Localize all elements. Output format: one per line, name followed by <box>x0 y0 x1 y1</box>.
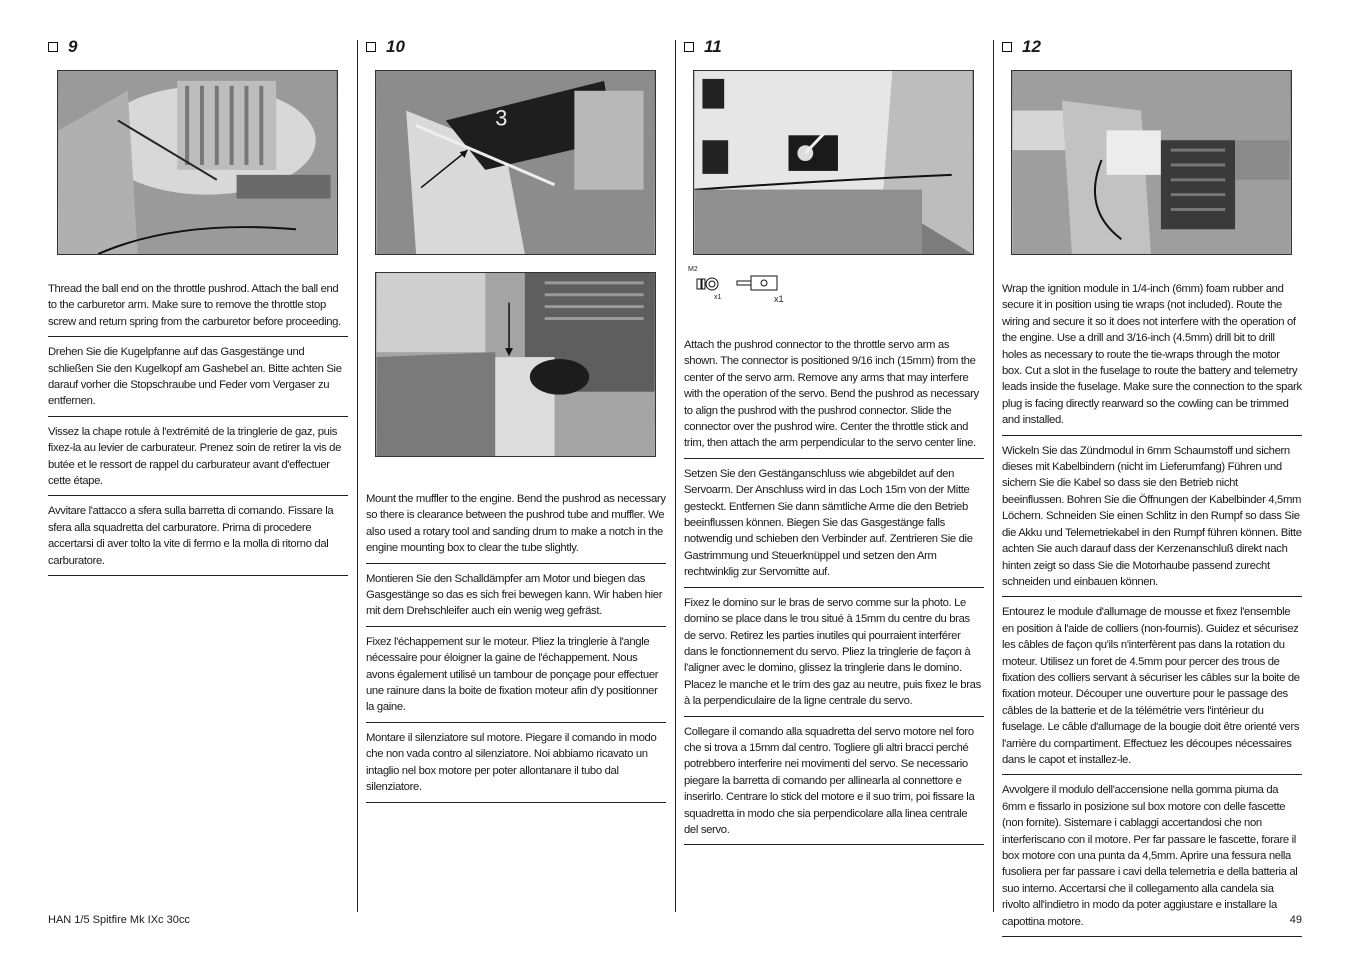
step-number: 11 <box>704 37 722 56</box>
checkbox-icon[interactable] <box>48 42 58 52</box>
nut-icon <box>696 276 720 292</box>
engine-carburetor-image <box>58 71 337 254</box>
muffler-mount-image <box>376 71 655 254</box>
step-number: 10 <box>386 37 405 56</box>
m2-label: M2 <box>688 266 698 273</box>
step-9-column <box>48 36 348 583</box>
checkbox-icon[interactable] <box>684 42 694 52</box>
parts-callout <box>688 266 808 306</box>
qty-connector: x1 <box>774 294 784 304</box>
step-10-column <box>366 36 666 810</box>
instruction-en: Attach the pushrod connector to the throttle servo arm as shown. The connector is positioned 9/16 inch (15mm) from the center of the servo arm. Remove any arms that may interfere with the operation of the servo. Bend the pushrod as necessary to align the pushrod with the pushrod connector. Slide the connector over the pushrod wire. Center the throttle stick and trim, then attach the arm perpendicular to the servo center line. <box>684 337 984 459</box>
column-divider <box>675 40 676 912</box>
column-divider <box>357 40 358 912</box>
step-11-header <box>684 36 984 58</box>
instruction-fr: Fixez le domino sur le bras de servo comme sur la photo. Le domino se place dans le trou situé à 15mm du centre du bras de servo. Retirez les parties inutiles qui pourraient interférer dans le fonctionnement du servo. Pliez la tringlerie de façon à l'aligner avec le domino, glissez la tringlerie dans le domino. Placez le manche et le trim des gaz au neutre, puis fixez le bras à la perpendiculaire de la ligne centrale du servo. <box>684 595 984 717</box>
instruction-de: Montieren Sie den Schalldämpfer am Motor und biegen das Gasgestänge so das es sich frei bewegen kann. Wir haben hier mit dem Drehschleifer auch ein wenig weg gefräst. <box>366 571 666 627</box>
step-10-header <box>366 36 666 58</box>
instruction-fr: Vissez la chape rotule à l'extrémité de la tringlerie de gaz, puis fixez-la au levier de carburateur. Prenez soin de retirer la vis de butée et le ressort de rappel du carburateur avant d'effectuer cette étape. <box>48 424 348 497</box>
instruction-de: Drehen Sie die Kugelpfanne auf das Gasgestänge und schließen Sie den Kugelkopf am Gashebel an. Bitte achten Sie darauf vorher die Stopschraube und Feder vom Vergaser zu entfernen. <box>48 344 348 417</box>
instruction-it: Avvolgere il modulo dell'accensione nella gomma piuma da 6mm e fissarlo in posizione sul box motore con delle fascette (non fornite). Sistemare i cablaggi accertandosi che non interferiscano con il motore. Per far passare le fascette, forare il box motore con una punta da 4,5mm. Aprire una fessura nella fusoliera per far passare i cavi della telemetria e della batteria al suo interno. Accertarsi che il collegamento alla candela sia rivolto all'indietro in modo da poter aggiustare e installare la capottina motore. <box>1002 782 1302 937</box>
checkbox-icon[interactable] <box>1002 42 1012 52</box>
instruction-de: Setzen Sie den Gestänganschluss wie abgebildet auf den Servoarm. Der Anschluss wird in das Loch 15m von der Mitte gesteckt. Entfernen Sie dann sämtliche Arme die den Betrieb beeinflussen können. Biegen Sie das Gasgestänge falls notwendig und schieben den Verbinder auf. Zentrieren Sie die Gastrimmung und Steuerknüppel und setzen den Arm rechtwinklig zur Servomitte auf. <box>684 466 984 588</box>
engine-box-notch-image <box>376 273 655 456</box>
instruction-fr: Fixez l'échappement sur le moteur. Pliez la tringlerie à l'angle nécessaire pour éloigner la gaine de l'échappement. Nous avons également utilisé un tambour de ponçage pour effectuer une rainure dans la boite de fixation moteur afin d'y positionner la gaine. <box>366 634 666 723</box>
step-number: 9 <box>68 37 78 56</box>
step-11-column <box>684 36 984 852</box>
step-number: 12 <box>1022 37 1041 56</box>
step-10-photo-a <box>375 70 656 255</box>
step-9-photo <box>57 70 338 255</box>
column-divider <box>993 40 994 912</box>
instruction-de: Wickeln Sie das Zündmodul in 6mm Schaumstoff und sichern dieses mit Kabelbindern (nicht im Lieferumfang) Führen und sichern Sie die Kabel so dass sie den Betrieb nicht beeinflussen. Bohren Sie die Öffnungen der Kabelbinder 4,5mm Löchern. Schneiden Sie einen Schlitz in den Rumpf so dass Sie die Akku und Telemetriekabel in den Rumpf führen können. Bitte achten Sie auch darauf dass der Kerzenanschluß direkt nach hinten zeigt so dass Sie die Motorhaube passend zurecht schneiden und einbauen können. <box>1002 443 1302 598</box>
page-number: 49 <box>1289 914 1302 926</box>
instruction-it: Avvitare l'attacco a sfera sulla barretta di comando. Fissare la sfera alla squadretta del carburatore. Prima di procedere accertarsi di aver tolto la vite di fermo e la molla di ritorno dal carburatore. <box>48 503 348 576</box>
step-12-header <box>1002 36 1302 58</box>
instruction-fr: Entourez le module d'allumage de mousse et fixez l'ensemble en position à l'aide de colliers (non-fournis). Guidez et sécurisez les câbles de façon qu'ils n'interfèrent pas dans la rotation du moteur. Utilisez un foret de 4.5mm pour percer des trous de fixation des colliers servant à sécuriser les câbles sur la boite de fixation moteur. Découper une ouverture pour le passage des câbles de la batterie et de la télémétrie vers l'intérieur du fuselage. Le câble d'allumage de la bougie doit être orienté vers l'arrière du compartiment. Effectuez les découpes nécessaires dans le capot et installez-le. <box>1002 604 1302 775</box>
instruction-en: Thread the ball end on the throttle pushrod. Attach the ball end to the carburetor arm. Make sure to remove the throttle stop screw and return spring from the carburetor before proceeding. <box>48 281 348 337</box>
step-9-header <box>48 36 348 58</box>
instruction-it: Montare il silenziatore sul motore. Piegare il comando in modo che non vada contro al silenziatore. Noi abbiamo ricavato un intaglio nel box motore per poter allontanare il tubo dal silenziatore. <box>366 730 666 803</box>
step-12-photo <box>1011 70 1292 255</box>
pushrod-connector-icon <box>736 274 782 292</box>
instruction-en: Wrap the ignition module in 1/4-inch (6mm) foam rubber and secure it in position using tie wraps (not included). Route the wiring and secure it so it does not interfere with the operation of the engine. Use a drill and 3/16-inch (4.5mm) drill bit to drill holes as necessary to route the tie-wraps through the motor box. Cut a slot in the fuselage to route the battery and telemetry leads inside the fuselage. Make sure the connection to the spark plug is facing directly rearward so the cowling can be trimmed and installed. <box>1002 281 1302 436</box>
step-12-column <box>1002 36 1302 944</box>
ignition-module-image <box>1012 71 1291 254</box>
qty-nut: x1 <box>714 294 722 301</box>
servo-tray-image <box>694 71 973 254</box>
step-11-photo <box>693 70 974 255</box>
svg-text:3: 3 <box>495 105 508 131</box>
instruction-en: Mount the muffler to the engine. Bend the pushrod as necessary so there is clearance between the pushrod tube and muffler. We also used a rotary tool and sanding drum to make a notch in the engine mounting box to clear the tube slightly. <box>366 491 666 564</box>
checkbox-icon[interactable] <box>366 42 376 52</box>
instruction-it: Collegare il comando alla squadretta del servo motore nel foro che si trova a 15mm dal centro. Togliere gli altri bracci perché potrebbero interferire nei movimenti del servo. Se necessario piegare la barretta di comando per allinearla al connettore e inserirlo. Centrare lo stick del motore e il suo trim, poi fissare la squadretta in modo che sia perpendicolare alla linea centrale del servo. <box>684 724 984 846</box>
step-10-photo-b <box>375 272 656 457</box>
footer-title: HAN 1/5 Spitfire Mk IXc 30cc <box>48 914 190 926</box>
